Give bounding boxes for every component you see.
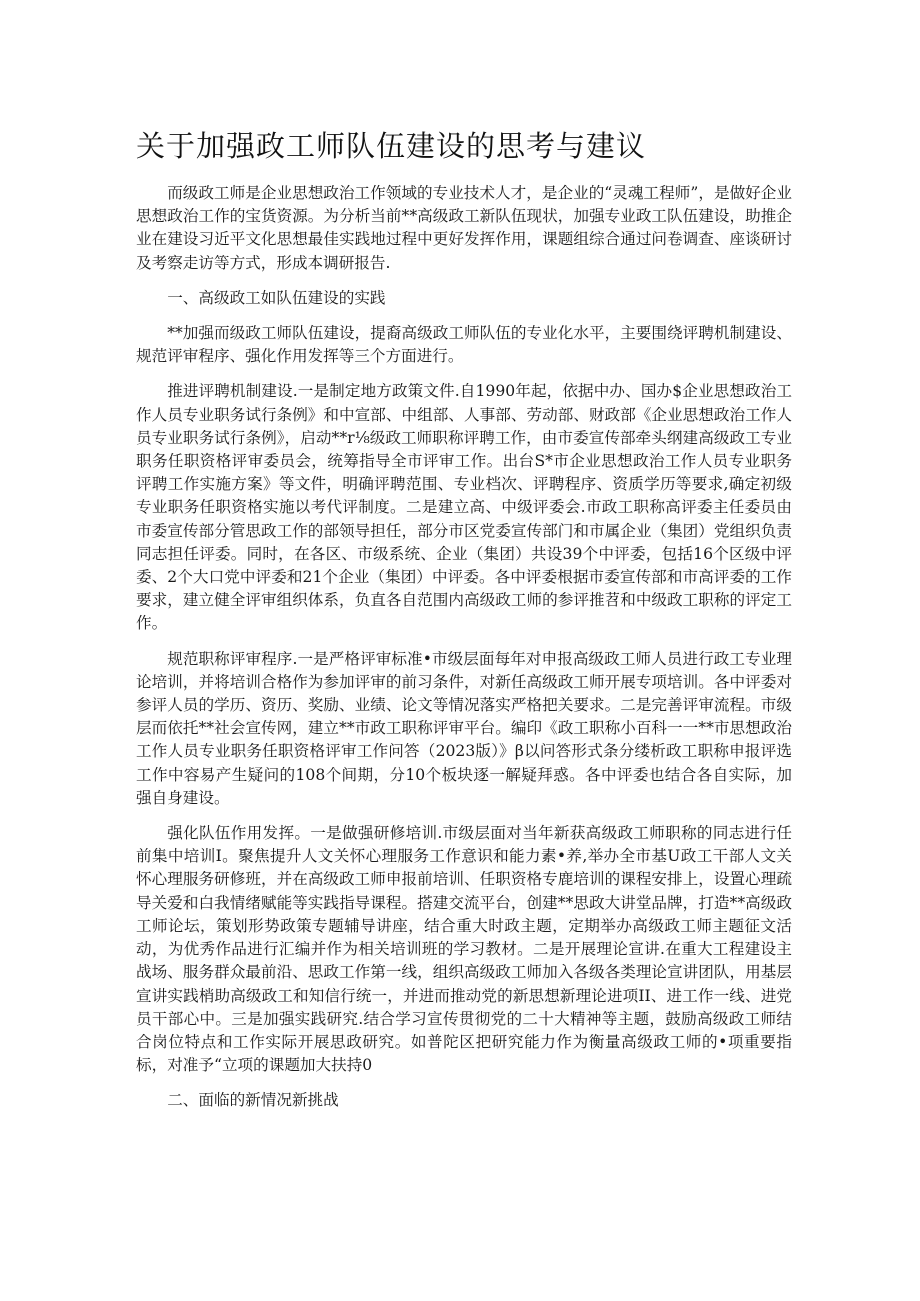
intro-paragraph: 而级政工师是企业思想政治工作领域的专业技术人才，是企业的“灵魂工程师”，是做好企业思想政治工作的宝货资源。为分析当前**高级政工新队伍现状，加强专业政工队伍建设，助推企业在建设习近平文化思想最佳实践地过程中更好发挥作用，课题组综合通过问卷调查、座谈研讨及考察走访等方式，形成本调研报告. <box>136 184 792 272</box>
section-1-paragraph-3: 规范职称评审程序.一是严格评审标准•市级层面每年对申报高级政工师人员进行政工专业理论培训，并将培训合格作为参加评审的前习条件，对新任高级政工师开展专项培训。各中评委对参评人员的学历、资历、奖励、业绩、论文等情况落实严格把关要求。二是完善评审流程。市级层而依托**社会宣传网，建立**市政工职称评审平台。编印《政工职称小百科一一**市思想政治工作人员专业职务任职资格评审工作问答（2023版）》β以问答形式条分缕析政工职称申报评选工作中容易产生疑问的108个间期，分10个板块逐一解疑拜惑。各中评委也结合各自实际，加强自身建设。 <box>136 649 792 807</box>
section-1-paragraph-2: 推进评聘机制建设.一是制定地方政策文件.自1990年起，依据中办、国办$企业思想政治工作人员专业职务试行条例》和中宣部、中组部、人事部、劳动部、财政部《企业思想政治工作人员专业职务试行条例》，启动**r⅛级政工师职称评聘工作，由市委宣传部牵头纲建高级政工专业职务任职资格评审委员会，统筹指导全市评审工作。出台S*市企业思想政治工作人员专业职务评聘工作实施方案》等文件，明确评聘范围、专业档次、评聘程序、资质学历等要求,确定初级专业职务任职资格实施以考代评制度。二是建立高、中级评委会.市政工职称高评委主任委员由市委宣传部分管思政工作的部领导担任，部分市区党委宣传部门和市属企业（集团）党组织负责同志担任评委。同时，在各区、市级系统、企业（集团）共设39个中评委，包括16个区级中评委、2个大口党中评委和21个企业（集团）中评委。各中评委根据市委宣传部和市高评委的工作要求，建立健全评审组织体系，负直各自范围内高级政工师的参评推苕和中级政工职称的评定工作。 <box>136 382 792 633</box>
section-heading-2: 二、面临的新情况新挑战 <box>167 1091 339 1110</box>
section-1-paragraph-4: 强化队伍作用发挥。一是做强研修培训.市级层面对当年新获高级政工师职称的同志进行任前集中培训I。聚焦提升人文关怀心理服务工作意识和能力素•养,举办全市基U政工干部人文关怀心理服务研修班，并在高级政工师申报前培训、任职资格专鹿培训的课程安排上，设置心理疏导关爱和白我情绪赋能等实践指导课程。搭建交流平台，创建**思政大讲堂品牌，打造**高级政工师论坛，策划形势政策专题辅导讲座，结合重大时政主题，定期举办高级政工师主题征文活动，为优秀作品进行汇编并作为相关培训班的学习教材。二是开展理论宣讲.在重大工程建设主战场、服务群众最前沿、思政工作第一线，组织高级政工师加入各级各类理论宣讲团队，用基层宣讲实践梢助高级政工和知信行统一，并进而推动党的新思想新理论进项II、进工作一线、进党员干部心中。三是加强实践研究.结合学习宣传贯彻党的二十大精神等主题，鼓励高级政工师结合岗位特点和工作实际开展思政研究。如普陀区把研究能力作为衡量高级政工师的•项重要指标，对准予“立项的课题加大扶持0 <box>136 824 792 1075</box>
section-1-paragraph-1: **加强而级政工师队伍建设，提裔高级政工师队伍的专业化水平，主要围绕评聘机制建设、规范评审程序、强化作用发挥等三个方面进行。 <box>136 324 792 366</box>
section-heading-1: 一、高级政工如队伍建设的实践 <box>167 288 386 307</box>
document-title: 关于加强政工师队伍建设的思考与建议 <box>136 129 647 163</box>
